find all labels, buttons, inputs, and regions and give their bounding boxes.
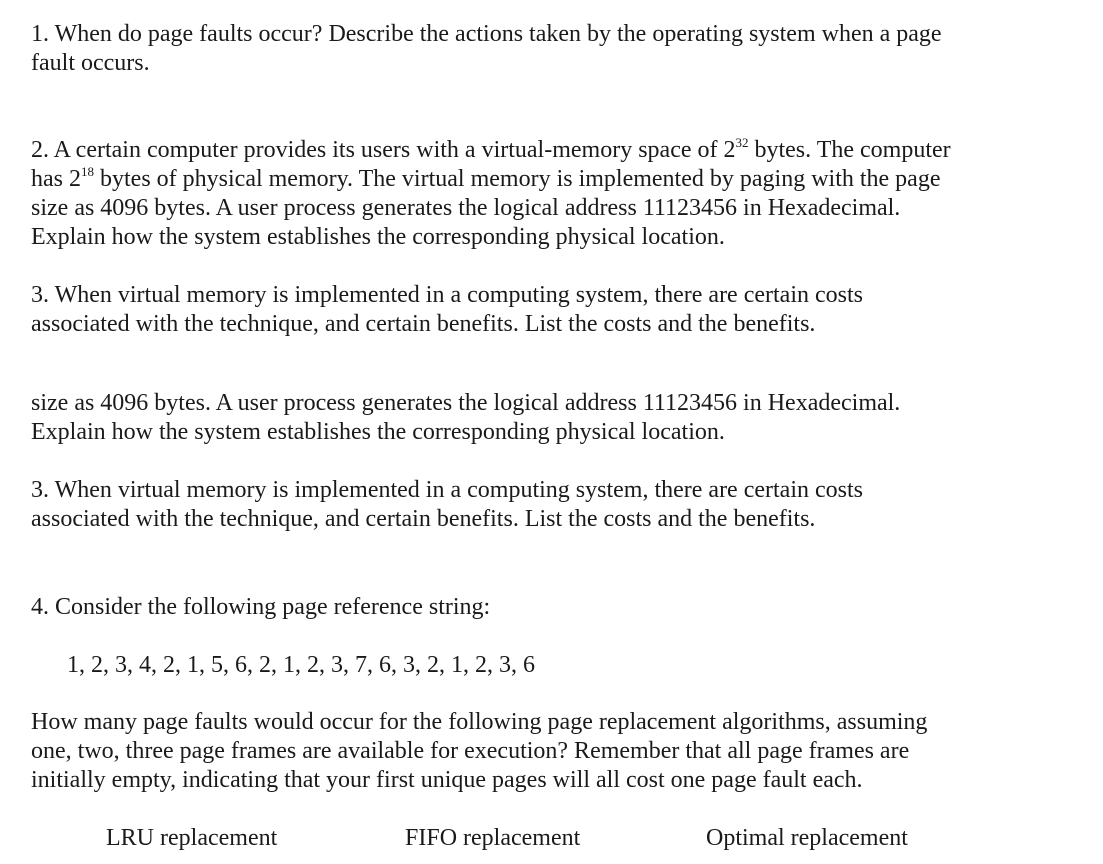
q4-paragraph-line-2: one, two, three page frames are available for execution? Remember that all page frames are — [31, 738, 910, 764]
q2-line-1-text: 2. A certain computer provides its users with a virtual-memory space of 2 — [31, 137, 736, 163]
dup-line-4: associated with the technique, and certain benefits. List the costs and the benefits. — [31, 506, 816, 532]
exponent-32: 32 — [735, 135, 749, 150]
dup-line-2: Explain how the system establishes the corresponding physical location. — [31, 419, 725, 445]
q4-paragraph-line-3: initially empty, indicating that your first unique pages will all cost one page fault each. — [31, 767, 863, 793]
q2-line-2-rest: bytes of physical memory. The virtual memory is implemented by paging with the page — [94, 166, 941, 192]
q1-line-2: fault occurs. — [31, 50, 150, 76]
option-optimal: Optimal replacement — [706, 825, 908, 851]
q4-line-1: 4. Consider the following page reference string: — [31, 594, 491, 620]
reference-string: 1, 2, 3, 4, 2, 1, 5, 6, 2, 1, 2, 3, 7, 6, 3, 2, 1, 2, 3, 6 — [67, 652, 535, 678]
q3-line-2: associated with the technique, and certain benefits. List the costs and the benefits. — [31, 311, 816, 337]
option-lru: LRU replacement — [106, 825, 278, 851]
q2-line-3: size as 4096 bytes. A user process generates the logical address 11123456 in Hexadecimal. — [31, 195, 901, 221]
q4-paragraph-line-1: How many page faults would occur for the following page replacement algorithms, assuming — [31, 709, 928, 735]
q2-line-1-rest: bytes. The computer — [748, 137, 951, 163]
dup-line-1: size as 4096 bytes. A user process generates the logical address 11123456 in Hexadecimal. — [31, 390, 901, 416]
q2-line-1 — [31, 135, 951, 165]
exponent-18: 18 — [81, 164, 94, 179]
q1-line-1: 1. When do page faults occur? Describe the actions taken by the operating system when a page — [31, 21, 942, 47]
q2-line-2-pre: has 2 — [31, 166, 81, 192]
q2-line-2 — [31, 164, 940, 194]
q2-line-4: Explain how the system establishes the corresponding physical location. — [31, 224, 725, 250]
dup-line-3: 3. When virtual memory is implemented in a computing system, there are certain costs — [31, 477, 863, 503]
q3-line-1: 3. When virtual memory is implemented in a computing system, there are certain costs — [31, 282, 863, 308]
option-fifo: FIFO replacement — [405, 825, 581, 851]
